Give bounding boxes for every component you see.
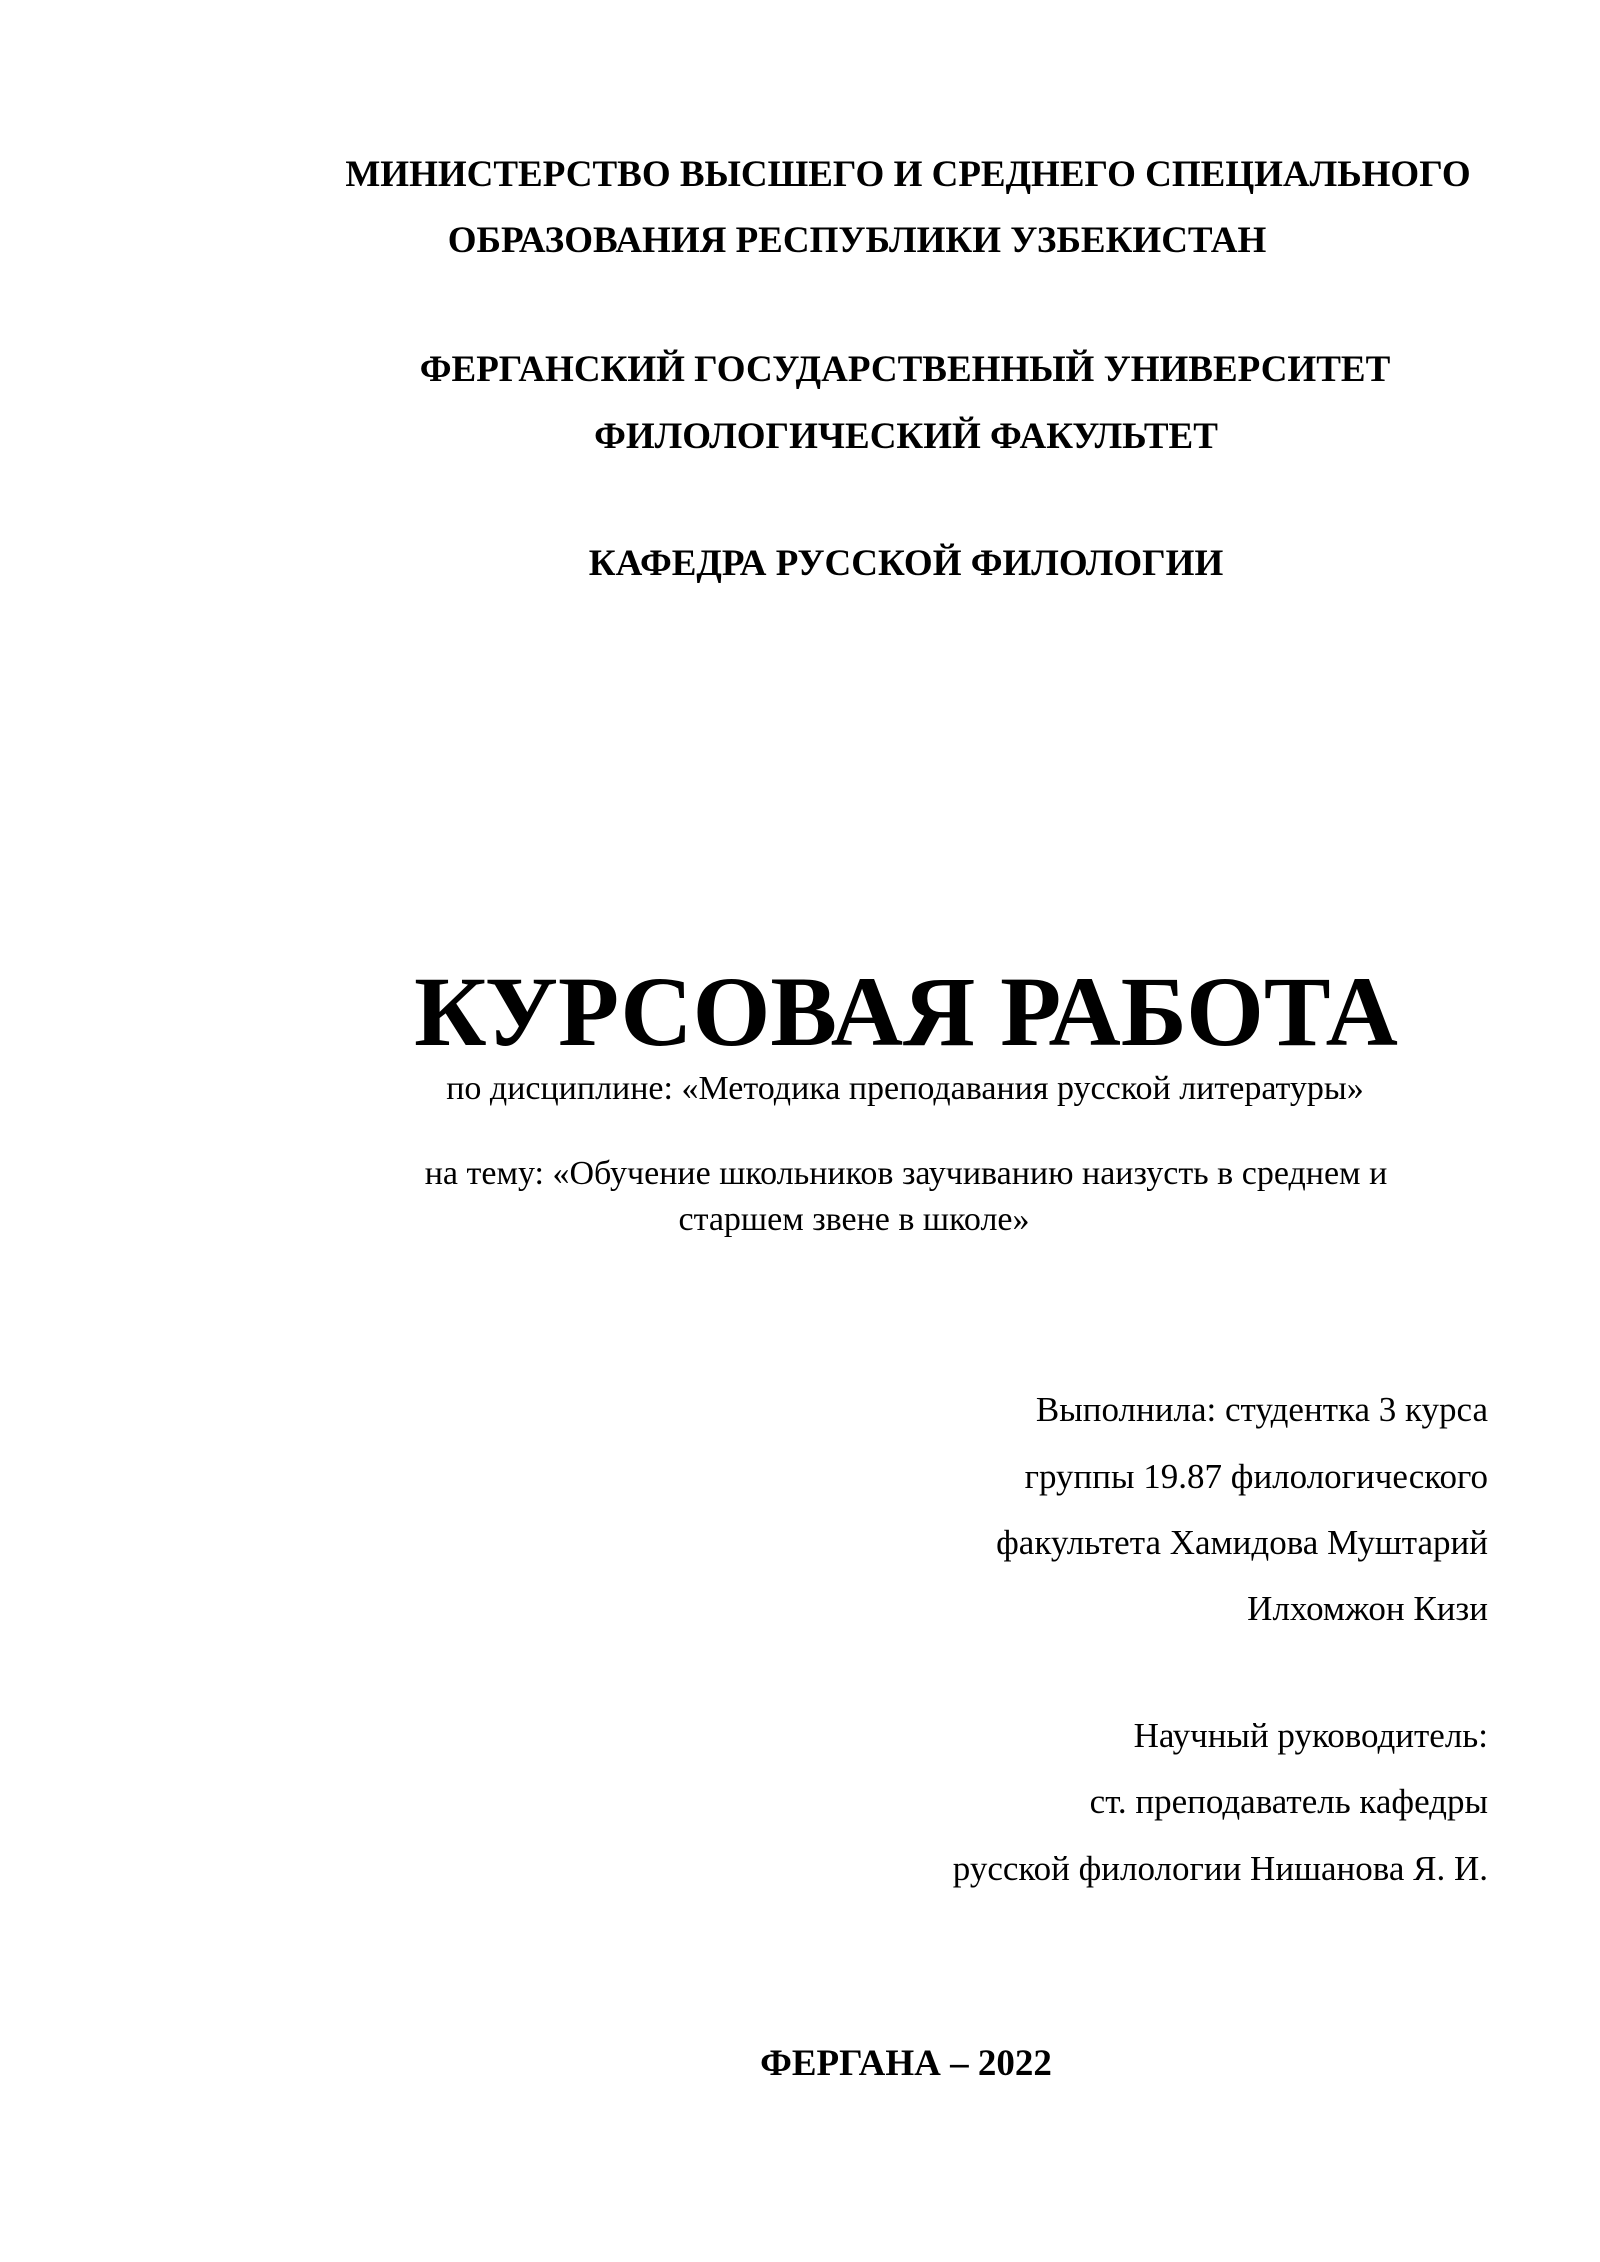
supervisor-line-3: русской филологии Нишанова Я. И. bbox=[952, 1849, 1488, 1888]
supervisor-line-1: Научный руководитель: bbox=[1133, 1716, 1488, 1755]
author-line-4: Илхомжон Кизи bbox=[1247, 1589, 1488, 1628]
author-line-2: группы 19.87 филологического bbox=[1024, 1457, 1488, 1496]
document-title: КУРСОВАЯ РАБОТА bbox=[414, 956, 1398, 1067]
ministry-line-2: ОБРАЗОВАНИЯ РЕСПУБЛИКИ УЗБЕКИСТАН bbox=[447, 220, 1267, 261]
author-line-3: факультета Хамидова Муштарий bbox=[996, 1523, 1488, 1562]
faculty-name: ФИЛОЛОГИЧЕСКИЙ ФАКУЛЬТЕТ bbox=[594, 416, 1218, 457]
discipline-line: по дисциплине: «Методика преподавания русской литературы» bbox=[446, 1070, 1364, 1107]
topic-line-2: старшем звене в школе» bbox=[678, 1201, 1030, 1238]
city-year: ФЕРГАНА – 2022 bbox=[760, 2043, 1052, 2084]
author-line-1: Выполнила: студентка 3 курса bbox=[1035, 1390, 1488, 1429]
topic-line-1: на тему: «Обучение школьников заучиванию наизусть в среднем и bbox=[424, 1155, 1388, 1192]
university-name: ФЕРГАНСКИЙ ГОСУДАРСТВЕННЫЙ УНИВЕРСИТЕТ bbox=[419, 349, 1391, 390]
ministry-line-1: МИНИСТЕРСТВО ВЫСШЕГО И СРЕДНЕГО СПЕЦИАЛЬНОГО bbox=[345, 154, 1471, 195]
department-name: КАФЕДРА РУССКОЙ ФИЛОЛОГИИ bbox=[588, 543, 1224, 584]
supervisor-line-2: ст. преподаватель кафедры bbox=[1089, 1782, 1488, 1821]
